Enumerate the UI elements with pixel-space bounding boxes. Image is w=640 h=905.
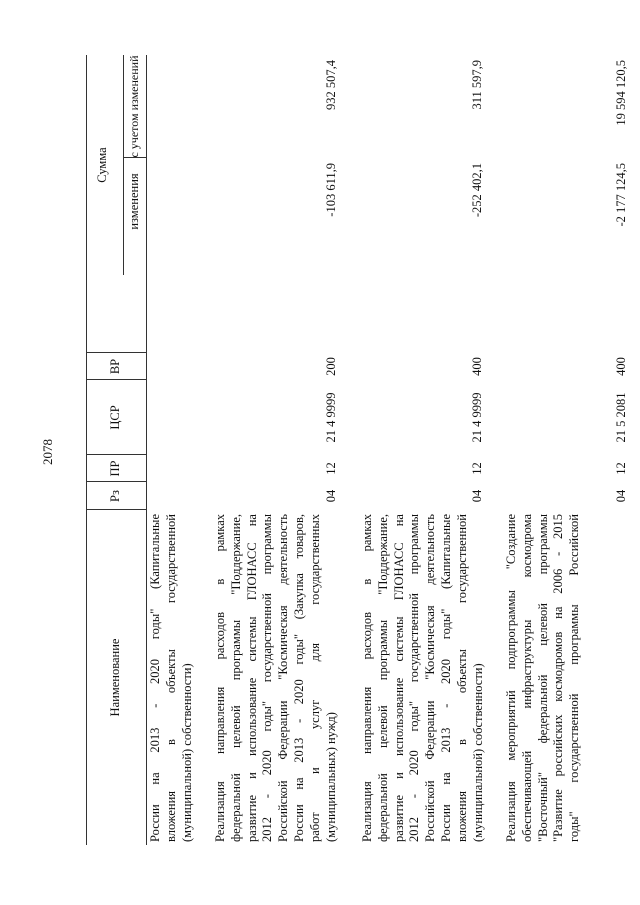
header-changes: изменения [126,173,141,230]
page-number: 2078 [40,439,55,465]
row-pr: 12 [470,462,484,475]
header-name: Наименование [108,638,123,717]
row-name: Реализация направления расходов в рамках федеральной целевой программы "Поддержание, развитие и использование системы ГЛОНАСС на 2012 - 2020 годы" государственной программы Российской Федерации "Космическая деятельность России на 2013 - 2020 годы" (Закупка товаров, работ и услуг для государственных (муниципальных) нужд) [213,514,338,842]
row-change: -103 611,9 [324,163,338,217]
row-csr: 21 4 9999 [324,392,338,443]
header-rz: Рз [108,490,123,502]
row-total: 19 594 120,5 [614,60,628,126]
row-change: -2 177 124,5 [614,163,628,227]
row-vr: 400 [470,357,484,376]
row-csr: 21 5 2081 [614,392,628,443]
row-pr: 12 [324,462,338,475]
row-rz: 04 [324,489,338,503]
row-change: -252 402,1 [470,163,484,218]
row-rz: 04 [470,489,484,503]
row-pr: 12 [614,462,628,475]
row-total: 932 507,4 [324,60,338,110]
budget-table [86,55,640,845]
row-rz: 04 [614,489,628,503]
header-vr: ВР [108,358,123,375]
header-pr: ПР [108,460,123,477]
row-vr: 400 [614,357,628,376]
row-total: 311 597,9 [470,60,484,110]
row-name: России на 2013 - 2020 годы" (Капитальные вложения в объекты государственной (муниципальной) собственности) [148,514,194,842]
header-csr: ЦСР [108,405,123,430]
row-name: Реализация направления расходов в рамках федеральной целевой программы "Поддержание, развитие и использование системы ГЛОНАСС на 2012 - 2020 годы" государственной программы Российской Федерации "Космическая деятельность России на 2013 - 2020 годы" (Капитальные вложения в объекты государственной (муниципальной) собственности) [360,514,485,842]
header-bottom-border [146,55,147,845]
header-summa: Сумма [95,147,110,183]
header-with-changes: с учетом изменений [127,55,142,158]
row-name: Реализация мероприятий подпрограммы "Создание обеспечивающей инфраструктуры космодрома "Восточный" федеральной целевой программы "Развитие российских космодромов на 2006 - 2015 годы" государственной программы Российской [504,514,582,842]
row-vr: 200 [324,357,338,376]
row-csr: 21 4 9999 [470,392,484,443]
